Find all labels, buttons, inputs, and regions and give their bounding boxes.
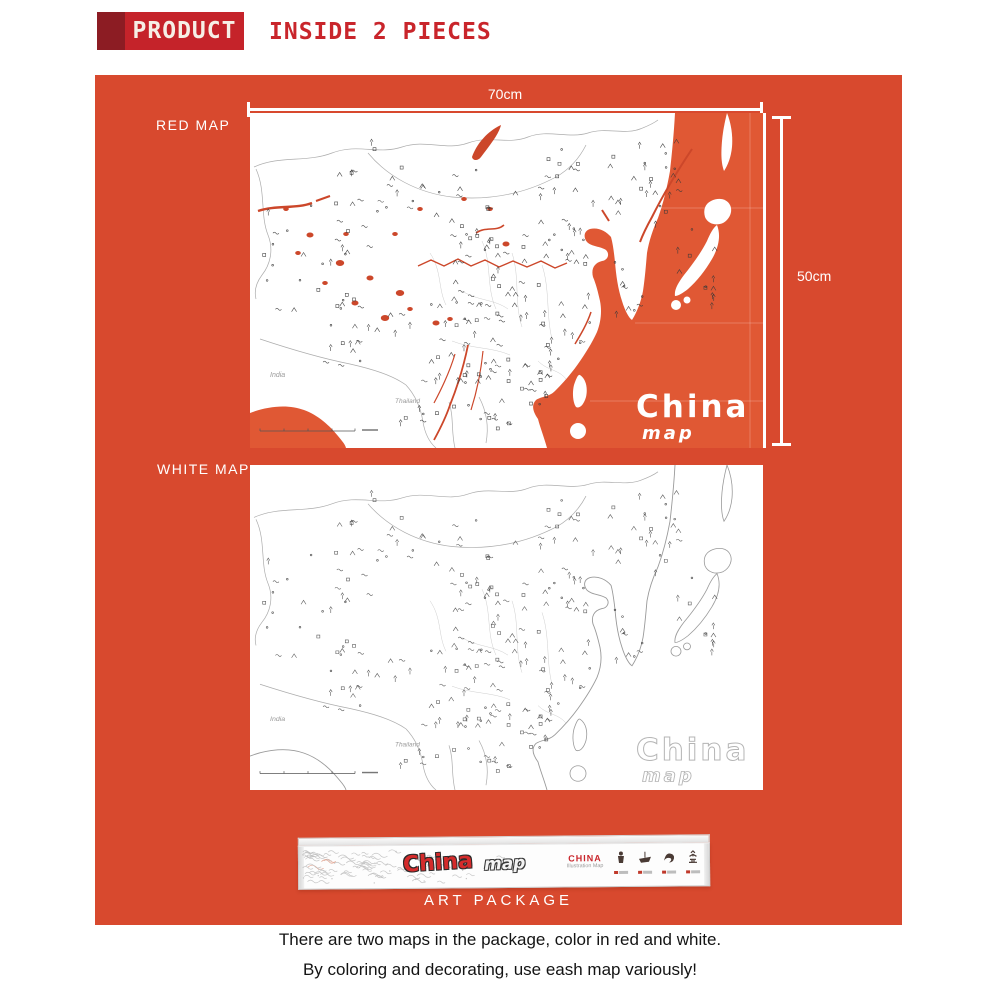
- product-package-photo: [298, 834, 710, 890]
- figure-icon: [613, 851, 628, 874]
- width-dimension-line: [247, 108, 763, 111]
- package-icon-row: [613, 850, 700, 874]
- product-badge-label: PRODUCT: [132, 18, 237, 44]
- header-accent-block: [97, 12, 125, 50]
- package-logo-china: China: [402, 848, 474, 878]
- package-logo: [403, 850, 526, 876]
- page-title: INSIDE 2 PIECES: [269, 19, 492, 45]
- white-map-label: WHITE MAP: [157, 461, 250, 477]
- svg-text:India: India: [270, 716, 286, 724]
- pagoda-icon: [685, 850, 700, 873]
- height-dimension-cap-bottom: [772, 443, 791, 446]
- product-badge: [125, 12, 244, 50]
- height-dimension-cap-top: [772, 116, 791, 119]
- svg-text:India: India: [270, 372, 286, 379]
- description-line-1: There are two maps in the package, color in red and white.: [278, 930, 722, 949]
- package-caption: ART PACKAGE: [423, 892, 574, 909]
- package-front-face: [298, 842, 710, 890]
- red-map-image: [250, 113, 766, 448]
- height-dimension-label: 50cm: [797, 268, 832, 284]
- width-dimension-label: 70cm: [487, 86, 523, 102]
- height-dimension: [771, 116, 841, 446]
- svg-text:China: China: [636, 389, 750, 425]
- svg-text:map: map: [642, 423, 695, 444]
- package-logo-map: map: [483, 853, 527, 875]
- svg-text:Thailand: Thailand: [395, 398, 420, 405]
- svg-text:China: China: [636, 733, 750, 768]
- svg-text:Thailand: Thailand: [395, 741, 420, 749]
- description-text: [0, 930, 1000, 990]
- package-right-edge: [704, 843, 709, 885]
- white-map-image: [250, 465, 763, 790]
- package-brand-subtitle: Illustration Map: [566, 863, 604, 870]
- boat-icon: [637, 851, 652, 874]
- description-line-2: By coloring and decorating, use eash map variously!: [302, 960, 698, 979]
- svg-text:map: map: [642, 766, 695, 787]
- dragon-icon: [661, 850, 676, 873]
- height-dimension-line: [780, 116, 783, 446]
- red-map-label: RED MAP: [156, 117, 231, 133]
- package-brand-name: CHINA: [568, 853, 602, 864]
- package-brand-block: [559, 853, 611, 869]
